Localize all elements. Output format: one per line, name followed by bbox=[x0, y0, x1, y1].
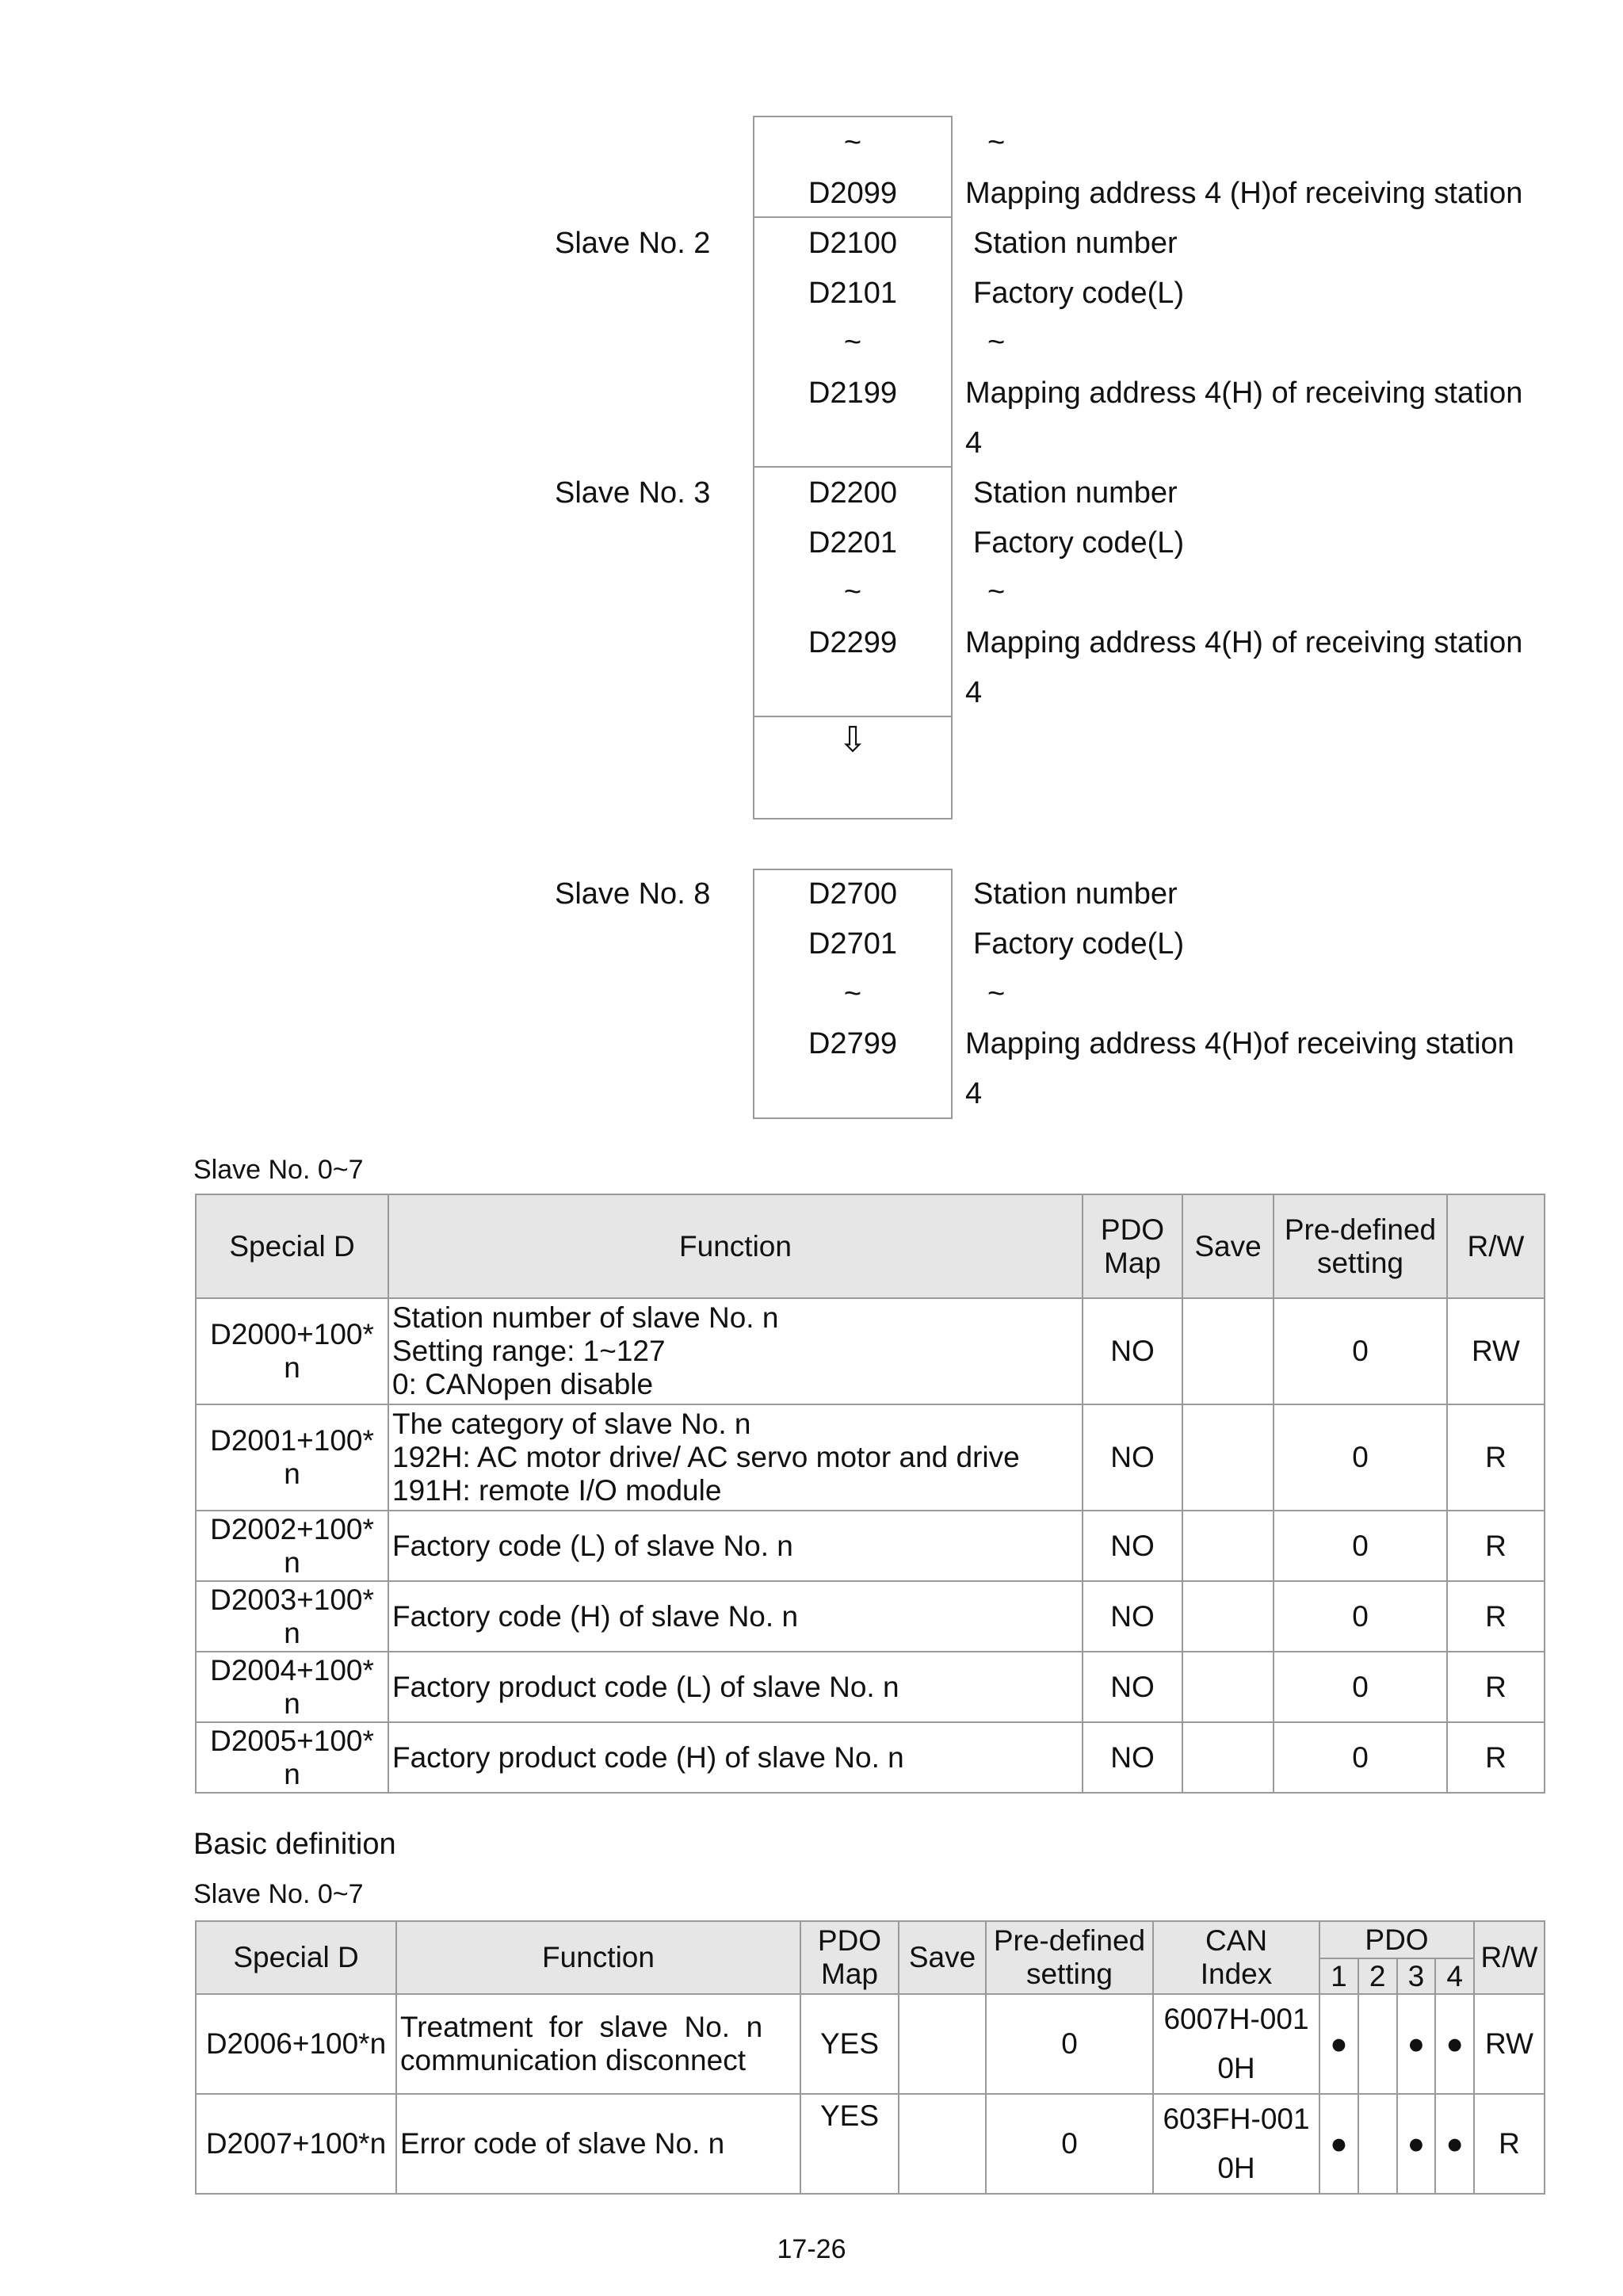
special-d-cell: D2005+100* n bbox=[196, 1722, 388, 1793]
table-row bbox=[196, 1581, 1545, 1652]
description-d2200: Station number bbox=[973, 476, 1178, 510]
divider-arrow bbox=[753, 716, 953, 717]
description-d2799: Mapping address 4(H)of receiving station bbox=[965, 1027, 1514, 1060]
table-row bbox=[196, 1722, 1545, 1793]
section-title: Basic definition bbox=[193, 1828, 396, 1861]
rw-cell: R bbox=[1447, 1581, 1545, 1652]
slave-2-tilde-description: ~ bbox=[987, 326, 1006, 359]
description-d2099: Mapping address 4 (H)of receiving station bbox=[965, 177, 1523, 210]
slave-2-label: Slave No. 2 bbox=[555, 227, 711, 260]
rw-cell: RW bbox=[1447, 1298, 1545, 1404]
register-d2100: D2100 bbox=[808, 227, 897, 260]
header-predefined: Pre-defined setting bbox=[1274, 1194, 1447, 1298]
table2-caption: Slave No. 0~7 bbox=[193, 1879, 364, 1909]
description-d2299-cont: 4 bbox=[965, 676, 983, 709]
predefined-cell: 0 bbox=[1274, 1652, 1447, 1722]
pdo-cell bbox=[1319, 1994, 1474, 2094]
divider-slave2 bbox=[753, 216, 953, 218]
header-pdo-1: 1 bbox=[1331, 1960, 1347, 1992]
rw-cell: R bbox=[1447, 1652, 1545, 1722]
predefined-cell: 0 bbox=[1274, 1511, 1447, 1581]
header-save: Save bbox=[1182, 1194, 1274, 1298]
register-d2799: D2799 bbox=[808, 1027, 897, 1060]
slave-3-tilde-description: ~ bbox=[987, 575, 1006, 609]
header-function: Function bbox=[388, 1194, 1083, 1298]
rw-cell: R bbox=[1447, 1404, 1545, 1511]
table-row bbox=[196, 1994, 1545, 2094]
pdo-map-cell: NO bbox=[1083, 1581, 1182, 1652]
table1-caption: Slave No. 0~7 bbox=[193, 1155, 364, 1185]
function-cell: Station number of slave No. n Setting range: 1~127 0: CANopen disable bbox=[388, 1298, 1083, 1404]
pdo-map-cell: NO bbox=[1083, 1511, 1182, 1581]
register-d2700: D2700 bbox=[808, 877, 897, 911]
header-function: Function bbox=[396, 1921, 800, 1994]
function-cell: Factory code (H) of slave No. n bbox=[388, 1581, 1083, 1652]
predefined-cell: 0 bbox=[986, 2094, 1153, 2194]
pdo-4-bullet: ● bbox=[1434, 2095, 1473, 2193]
description-d2201: Factory code(L) bbox=[973, 526, 1185, 560]
header-special-d: Special D bbox=[196, 1921, 396, 1994]
save-cell bbox=[1182, 1298, 1274, 1404]
slave-8-label: Slave No. 8 bbox=[555, 877, 711, 911]
special-d-cell: D2003+100* n bbox=[196, 1581, 388, 1652]
table-row bbox=[196, 1404, 1545, 1511]
slave-2-tilde-register: ~ bbox=[843, 326, 862, 359]
pdo-3-bullet: ● bbox=[1396, 2095, 1435, 2193]
register-d2200: D2200 bbox=[808, 476, 897, 510]
special-d-cell: D2000+100* n bbox=[196, 1298, 388, 1404]
header-pdo-2: 2 bbox=[1358, 1959, 1396, 1994]
special-d-cell: D2001+100* n bbox=[196, 1404, 388, 1511]
description-d2700: Station number bbox=[973, 877, 1178, 911]
function-cell: Factory product code (L) of slave No. n bbox=[388, 1652, 1083, 1722]
can-index-cell: 6007H-001 0H bbox=[1153, 1994, 1319, 2094]
pdo-2-bullet bbox=[1358, 1995, 1396, 2093]
pdo-1-bullet: ● bbox=[1330, 2027, 1348, 2060]
pdo-4-bullet: ● bbox=[1434, 1995, 1473, 2093]
page-number: 17-26 bbox=[777, 2234, 846, 2264]
slave-3-label: Slave No. 3 bbox=[555, 476, 711, 510]
description-d2701: Factory code(L) bbox=[973, 927, 1185, 961]
save-cell bbox=[899, 2094, 986, 2194]
slave-8-tilde-register: ~ bbox=[843, 977, 862, 1010]
save-cell bbox=[1182, 1404, 1274, 1511]
predefined-cell: 0 bbox=[986, 1994, 1153, 2094]
pdo-1-bullet: ● bbox=[1330, 2127, 1348, 2160]
save-cell bbox=[1182, 1722, 1274, 1793]
save-cell bbox=[1182, 1581, 1274, 1652]
header-pdo-numbers bbox=[1320, 1958, 1473, 1994]
header-pdo-3: 3 bbox=[1396, 1959, 1435, 1994]
description-d2101: Factory code(L) bbox=[973, 277, 1185, 310]
predefined-cell: 0 bbox=[1274, 1581, 1447, 1652]
table-row bbox=[196, 1652, 1545, 1722]
rw-cell: R bbox=[1474, 2094, 1545, 2194]
save-cell bbox=[1182, 1511, 1274, 1581]
header-pdo-map: PDO Map bbox=[1083, 1194, 1182, 1298]
header-pdo-label: PDO bbox=[1365, 1924, 1429, 1956]
special-d-cell: D2004+100* n bbox=[196, 1652, 388, 1722]
register-d2299: D2299 bbox=[808, 626, 897, 659]
save-cell bbox=[899, 1994, 986, 2094]
rw-cell: R bbox=[1447, 1511, 1545, 1581]
table-row bbox=[196, 1511, 1545, 1581]
rw-cell: R bbox=[1447, 1722, 1545, 1793]
function-cell: Treatment for slave No. n communication disconnect bbox=[396, 1994, 800, 2094]
pdo-3-bullet: ● bbox=[1396, 1995, 1435, 2093]
down-arrow-icon: ⇩ bbox=[838, 720, 868, 759]
header-pdo-map: PDO Map bbox=[800, 1921, 899, 1994]
predefined-cell: 0 bbox=[1274, 1404, 1447, 1511]
pdo-2-bullet bbox=[1358, 2095, 1396, 2193]
register-d2201: D2201 bbox=[808, 526, 897, 560]
function-cell: Error code of slave No. n bbox=[396, 2094, 800, 2194]
pdo-cell bbox=[1319, 2094, 1474, 2194]
description-d2100: Station number bbox=[973, 227, 1178, 260]
register-d2099: D2099 bbox=[808, 177, 897, 210]
register-d2701: D2701 bbox=[808, 927, 897, 961]
table-row bbox=[196, 2094, 1545, 2194]
function-cell: Factory product code (H) of slave No. n bbox=[388, 1722, 1083, 1793]
description-d2799-cont: 4 bbox=[965, 1077, 983, 1110]
pdo-map-cell: NO bbox=[1083, 1652, 1182, 1722]
mapping-box-top bbox=[753, 116, 953, 819]
header-rw: R/W bbox=[1447, 1194, 1545, 1298]
pdo-map-cell: NO bbox=[1083, 1298, 1182, 1404]
top-tilde-register: ~ bbox=[843, 126, 862, 159]
header-pdo-4: 4 bbox=[1434, 1959, 1473, 1994]
header-predefined: Pre-defined setting bbox=[986, 1921, 1153, 1994]
description-d2299: Mapping address 4(H) of receiving station bbox=[965, 626, 1523, 659]
top-tilde-description: ~ bbox=[987, 126, 1006, 159]
basic-definition-table bbox=[195, 1920, 1545, 2195]
pdo-map-cell: NO bbox=[1083, 1722, 1182, 1793]
function-cell: Factory code (L) of slave No. n bbox=[388, 1511, 1083, 1581]
predefined-cell: 0 bbox=[1274, 1722, 1447, 1793]
slave-8-tilde-description: ~ bbox=[987, 977, 1006, 1010]
header-can-index: CAN Index bbox=[1153, 1921, 1319, 1994]
can-index-cell: 603FH-001 0H bbox=[1153, 2094, 1319, 2194]
description-d2199: Mapping address 4(H) of receiving station bbox=[965, 376, 1523, 410]
register-d2199: D2199 bbox=[808, 376, 897, 410]
slave-3-tilde-register: ~ bbox=[843, 575, 862, 609]
divider-slave3 bbox=[753, 466, 953, 468]
pdo-map-cell: YES bbox=[800, 1994, 899, 2094]
table-row bbox=[196, 1298, 1545, 1404]
pdo-map-cell: NO bbox=[1083, 1404, 1182, 1511]
rw-cell: RW bbox=[1474, 1994, 1545, 2094]
header-rw: R/W bbox=[1474, 1921, 1545, 1994]
slave-register-table bbox=[195, 1194, 1545, 1794]
header-save: Save bbox=[899, 1921, 986, 1994]
special-d-cell: D2007+100*n bbox=[196, 2094, 396, 2194]
special-d-cell: D2002+100* n bbox=[196, 1511, 388, 1581]
save-cell bbox=[1182, 1652, 1274, 1722]
pdo-map-cell: YES bbox=[800, 2094, 899, 2194]
predefined-cell: 0 bbox=[1274, 1298, 1447, 1404]
register-d2101: D2101 bbox=[808, 277, 897, 310]
header-pdo bbox=[1319, 1921, 1474, 1994]
function-cell: The category of slave No. n 192H: AC motor drive/ AC servo motor and drive 191H: remote I/O module bbox=[388, 1404, 1083, 1511]
description-d2199-cont: 4 bbox=[965, 426, 983, 460]
header-special-d: Special D bbox=[196, 1194, 388, 1298]
special-d-cell: D2006+100*n bbox=[196, 1994, 396, 2094]
